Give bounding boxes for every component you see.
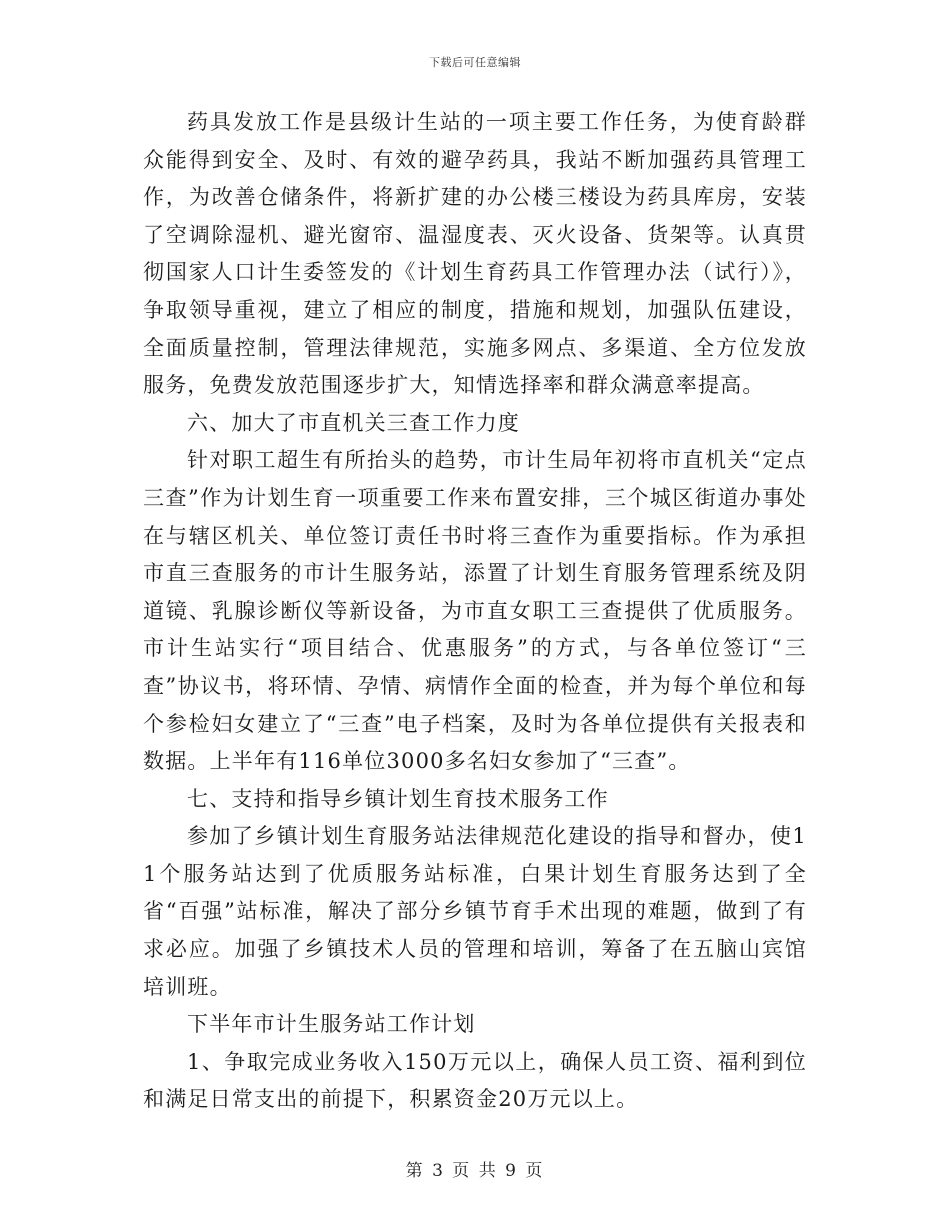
- page-footer: 第 3 页 共 9 页: [405, 1161, 545, 1181]
- section-heading-plan: 下半年市计生服务站工作计划: [187, 1012, 476, 1037]
- document-body: [143, 104, 807, 1119]
- paragraph-plan-item-1: 1、争取完成业务收入150万元以上，确保人员工资、福利到位和满足日常支出的前提下，积累资金20万元以上。: [143, 1049, 807, 1112]
- page-header: 下载后可任意编辑: [429, 56, 521, 69]
- section-heading-six: 六、加大了市直机关三查工作力度: [187, 410, 520, 435]
- paragraph-contraceptive-distribution: 药具发放工作是县级计生站的一项主要工作任务，为使育龄群众能得到安全、及时、有效的避孕药具，我站不断加强药具管理工作，为改善仓储条件，将新扩建的办公楼三楼设为药具库房，安装了空调除湿机、避光窗帘、温湿度表、灭火设备、货架等。认真贯彻国家人口计生委签发的《计划生育药具工作管理办法（试行）》，争取领导重视，建立了相应的制度，措施和规划，加强队伍建设，全面质量控制，管理法律规范，实施多网点、多渠道、全方位发放服务，免费发放范围逐步扩大，知情选择率和群众满意率提高。: [143, 110, 807, 398]
- paragraph-three-checks: 针对职工超生有所抬头的趋势，市计生局年初将市直机关“定点三查”作为计划生育一项重要工作来布置安排，三个城区街道办事处在与辖区机关、单位签订责任书时将三查作为重要指标。作为承担市直三查服务的市计生服务站，添置了计划生育服务管理系统及阴道镜、乳腺诊断仪等新设备，为市直女职工三查提供了优质服务。市计生站实行“项目结合、优惠服务”的方式，与各单位签订“三查”协议书，将环情、孕情、病情作全面的检查，并为每个单位和每个参检妇女建立了“三查”电子档案，及时为各单位提供有关报表和数据。上半年有116单位3000多名妇女参加了“三查”。: [143, 448, 807, 774]
- section-heading-seven: 七、支持和指导乡镇计划生育技术服务工作: [187, 786, 609, 811]
- paragraph-township-support: 参加了乡镇计划生育服务站法律规范化建设的指导和督办，使11个服务站达到了优质服务站标准，白果计划生育服务达到了全省“百强”站标准，解决了部分乡镇节育手术出现的难题，做到了有求必应。加强了乡镇技术人员的管理和培训，筹备了在五脑山宾馆培训班。: [143, 824, 807, 999]
